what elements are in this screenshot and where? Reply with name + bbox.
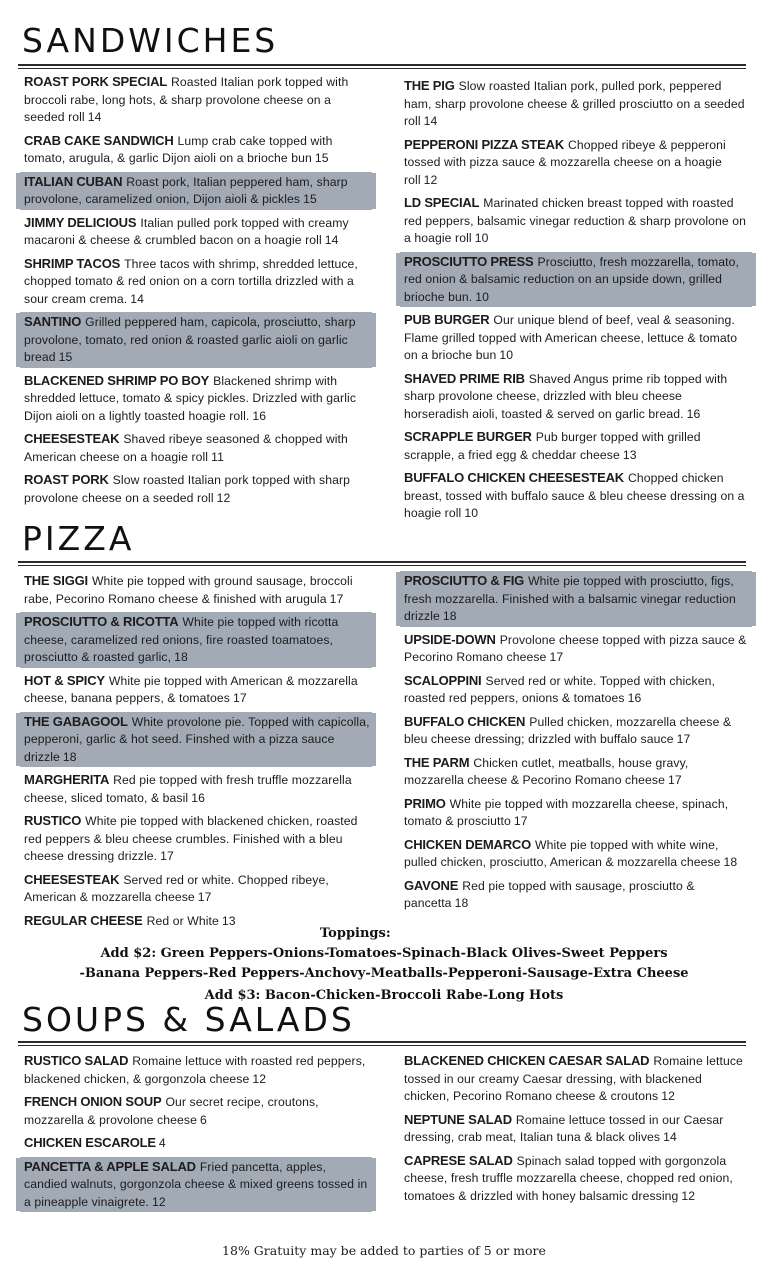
menu-item-description: Italian pulled pork topped with creamy macaroni & cheese & crumbled bacon on a hoagie roll <box>24 215 349 247</box>
menu-item <box>402 795 752 831</box>
menu-item-description: White pie topped with blackened chicken, roasted red peppers & bleu cheese crumbles. Finished with a bleu cheese dressing drizzle. <box>24 814 358 863</box>
toppings-line-2: -Banana Peppers-Red Peppers-Anchovy-Meatballs-Pepperoni-Sausage-Extra Cheese <box>79 966 689 981</box>
menu-item-name: ROAST PORK <box>24 472 109 487</box>
menu-item-name: SHAVED PRIME RIB <box>404 370 525 386</box>
menu-item-description: Fried pancetta, apples, candied walnuts, gorgonzola cheese & mixed greens tossed in a pineapple vinaigrete. <box>24 1159 368 1209</box>
menu-item-description: Slow roasted Italian pork topped with sharp provolone cheese on a seeded roll <box>24 473 351 505</box>
menu-item-description: Romaine lettuce tossed in our Caesar dressing, crab meat, Italian tuna & black olives <box>404 1112 724 1144</box>
menu-item <box>402 877 752 913</box>
menu-item-name: MARGHERITA <box>24 772 110 787</box>
menu-item-price: 16 <box>191 790 205 805</box>
menu-item-description: Chopped chicken breast, tossed with buffalo sauce & bleu cheese dressing on a hoagie roll <box>404 471 745 520</box>
menu-item-name: JIMMY DELICIOUS <box>24 214 137 230</box>
menu-item-description: Roast pork, Italian peppered ham, sharp provolone, caramelized onion, Dijon aioli & pickles <box>24 174 348 206</box>
menu-item-description: Lump crab cake topped with tomato, arugula, & garlic Dijon aioli on a brioche bun <box>24 133 333 165</box>
menu-item-price: 15 <box>58 350 73 364</box>
menu-item <box>402 713 752 749</box>
menu-item <box>22 73 372 127</box>
menu-item-name: SANTINO <box>24 314 82 329</box>
menu-item <box>22 572 372 608</box>
menu-item-name: RUSTICO <box>24 813 82 828</box>
menu-item <box>20 313 372 367</box>
menu-item-name: CHICKEN DEMARCO <box>404 836 532 852</box>
menu-item-name: PANCETTA & APPLE SALAD <box>24 1158 196 1174</box>
menu-item-description: Shaved ribeye seasoned & chopped with American cheese on a hoagie roll <box>24 432 348 464</box>
menu-item-description: Roasted Italian pork topped with broccoli rabe, long hots, & sharp provolone cheese on a seeded roll <box>24 75 349 124</box>
menu-item <box>22 871 372 907</box>
menu-item-price: 12 <box>661 1089 675 1103</box>
section-divider <box>18 64 746 66</box>
menu-item-name: UPSIDE-DOWN <box>404 631 496 647</box>
menu-item-description: Our secret recipe, croutons, mozzarella & provolone cheese <box>24 1095 319 1127</box>
menu-item <box>20 173 372 209</box>
menu-item-description: Prosciutto, fresh mozzarella, tomato, red onion & balsamic reduction on an upside down, grilled brioche bun. <box>404 254 739 304</box>
menu-item-name: REGULAR CHEESE <box>24 912 143 928</box>
menu-item-name: CHEESESTEAK <box>24 871 120 887</box>
menu-item-price: 12 <box>151 1194 166 1209</box>
menu-item <box>402 136 752 190</box>
menu-item-name: THE GABAGOOL <box>24 713 128 729</box>
menu-item <box>402 672 752 708</box>
menu-item-price: 16 <box>686 406 701 421</box>
menu-item-name: ROAST PORK SPECIAL <box>24 74 168 89</box>
soups-salads-right-column <box>402 1052 752 1210</box>
menu-item-description: Blackened shrimp with shredded lettuce, tomato & spicy pickles. Drizzled with garlic Dijon aioli on a lightly toasted hoagie roll. <box>24 373 357 423</box>
gratuity-note: 18% Gratuity may be added to parties of 5 or more <box>222 1243 546 1258</box>
sandwiches-left-column <box>22 73 372 512</box>
menu-item-price: 18 <box>454 896 469 910</box>
menu-item <box>22 1093 372 1129</box>
menu-item-price: 16 <box>252 408 267 423</box>
menu-item-name: PUB BURGER <box>404 312 490 327</box>
menu-item-description: Red or White <box>146 913 219 928</box>
menu-item-description: Served red or white. Chopped ribeye, American & mozzarella cheese <box>24 872 329 904</box>
menu-item-price: 17 <box>160 849 174 863</box>
menu-item <box>402 311 752 365</box>
section-title-sandwiches: SANDWICHES <box>22 21 279 60</box>
menu-item <box>22 214 372 250</box>
menu-item-name: PROSCIUTTO & RICOTTA <box>24 614 179 629</box>
menu-item-name: CAPRESE SALAD <box>404 1152 513 1168</box>
menu-item-description: Grilled peppered ham, capicola, prosciutto, sharp provolone, tomato, red onion & roasted garlic aioli on garlic bread <box>24 315 356 364</box>
menu-item-description: Pulled chicken, mozzarella cheese & bleu cheese dressing; drizzled with buffalo sauce <box>404 714 732 746</box>
menu-item-description: Shaved Angus prime rib topped with sharp provolone cheese, drizzled with bleu cheese horseradish aioli, toasted & served on garlic bread. <box>404 371 728 421</box>
menu-item-price: 11 <box>211 449 224 464</box>
menu-item <box>22 372 372 426</box>
menu-item <box>402 1111 752 1147</box>
menu-item-name: THE SIGGI <box>24 573 88 588</box>
menu-item-description: White pie topped with ricotta cheese, caramelized red onions, fire roasted toamatoes, prosciutto & roasted garlic, <box>24 615 339 664</box>
menu-item-description: White pie topped with American & mozzarella cheese, banana peppers, & tomatoes <box>24 673 358 705</box>
menu-item-name: BLACKENED CHICKEN CAESAR SALAD <box>404 1053 650 1068</box>
menu-item <box>402 836 752 872</box>
menu-item-name: ITALIAN CUBAN <box>24 173 123 189</box>
menu-item <box>20 1158 372 1212</box>
menu-item-price: 10 <box>499 348 514 362</box>
menu-item <box>400 253 752 307</box>
menu-item-description: White pie topped with prosciutto, figs, fresh mozzarella. Finished with a balsamic vinegar reduction drizzle <box>404 574 736 623</box>
menu-item-price: 12 <box>216 490 231 505</box>
menu-item <box>402 77 752 131</box>
menu-item-price: 16 <box>627 691 642 705</box>
menu-item-description: Served red or white. Topped with chicken, roasted red peppers, onions & tomatoes <box>404 673 715 705</box>
menu-item-description: Our unique blend of beef, veal & seasoning. Flame grilled topped with American cheese, lettuce & tomato on a brioche bun <box>404 313 738 362</box>
menu-item-price: 4 <box>158 1136 166 1150</box>
menu-item-description: Slow roasted Italian pork, pulled pork, peppered ham, sharp provolone cheese & grilled prosciutto on a seeded roll <box>404 79 745 128</box>
menu-item <box>400 572 752 626</box>
menu-item-description: Three tacos with shrimp, shredded lettuce, chopped tomato & red onion on a corn tortilla drizzled with a sour cream crema. <box>24 256 358 306</box>
menu-item-name: NEPTUNE SALAD <box>404 1111 512 1127</box>
menu-item-price: 12 <box>252 1071 267 1086</box>
menu-item-price: 18 <box>174 650 188 664</box>
menu-item-name: THE PARM <box>404 754 470 770</box>
menu-item-price: 10 <box>474 231 489 245</box>
menu-item-name: PEPPERONI PIZZA STEAK <box>404 136 565 152</box>
menu-item <box>402 754 752 790</box>
menu-item-name: HOT & SPICY <box>24 672 105 688</box>
menu-item-name: BUFFALO CHICKEN CHEESESTEAK <box>404 470 624 485</box>
menu-item-description: White provolone pie. Topped with capicolla, pepperoni, garlic & hot seed. Finshed with a pizza sauce drizzle <box>24 714 370 764</box>
menu-item <box>402 370 752 424</box>
menu-item <box>22 771 372 807</box>
menu-item-price: 12 <box>681 1188 696 1203</box>
menu-item-description: White pie topped with white wine, pulled chicken, prosciutto, American & mozzarella cheese <box>404 837 721 869</box>
menu-item-description: Chicken cutlet, meatballs, house gravy, mozzarella cheese & Pecorino Romano cheese <box>404 755 689 787</box>
menu-item-price: 17 <box>667 773 682 787</box>
menu-item <box>22 132 372 168</box>
menu-item-price: 17 <box>329 591 344 606</box>
toppings-line-3: Add $3: Bacon-Chicken-Broccoli Rabe-Long Hots <box>204 988 564 1003</box>
menu-item-price: 12 <box>423 172 438 187</box>
section-divider <box>18 1041 746 1043</box>
menu-item-description: Provolone cheese topped with pizza sauce & Pecorino Romano cheese <box>404 632 747 664</box>
menu-item-name: BLACKENED SHRIMP PO BOY <box>24 372 210 388</box>
toppings-heading: Toppings: <box>320 926 391 941</box>
section-divider <box>18 561 746 563</box>
menu-item-price: 14 <box>87 110 102 124</box>
section-title-pizza: PIZZA <box>22 519 135 558</box>
menu-item-name: PROSCIUTTO & FIG <box>404 573 525 588</box>
menu-item-name: BUFFALO CHICKEN <box>404 713 526 729</box>
menu-item-name: SHRIMP TACOS <box>24 255 121 271</box>
menu-item-price: 13 <box>221 913 236 928</box>
menu-item <box>22 1052 372 1088</box>
menu-item <box>402 1052 752 1106</box>
menu-item-description: Chopped ribeye & pepperoni tossed with pizza sauce & mozzarella cheese on a hoagie roll <box>404 137 726 187</box>
menu-item-description: Romaine lettuce tossed in our creamy Caesar dressing, with blackened chicken, Pecorino Romano cheese & croutons <box>404 1054 743 1103</box>
menu-item-price: 15 <box>314 151 329 165</box>
menu-item-price: 17 <box>513 814 528 828</box>
menu-item-price: 14 <box>130 291 145 306</box>
menu-item <box>22 672 372 708</box>
menu-item-description: Spinach salad topped with gorgonzola cheese, fresh truffle mozzarella cheese, chopped red onion, tomatoes & drizzled with honey balsamic dressing <box>404 1153 733 1203</box>
menu-item-price: 10 <box>475 289 490 304</box>
menu-item-name: THE PIG <box>404 78 455 93</box>
menu-item-name: LD SPECIAL <box>404 195 480 210</box>
menu-item-price: 10 <box>464 506 479 520</box>
menu-item-name: CHEESESTEAK <box>24 431 120 446</box>
menu-item-name: CHICKEN ESCAROLE <box>24 1135 156 1150</box>
menu-item-description: Marinated chicken breast topped with roasted red peppers, balsamic vinegar reduction & sharp provolone on a hoagie roll <box>404 196 747 245</box>
section-title-soups-salads: SOUPS & SALADS <box>22 1000 355 1039</box>
menu-item <box>402 1152 752 1206</box>
menu-item <box>402 428 752 464</box>
menu-item-description: Red pie topped with sausage, prosciutto & pancetta <box>404 878 695 910</box>
toppings-line-1: Add $2: Green Peppers-Onions-Tomatoes-Spinach-Black Olives-Sweet Peppers <box>100 946 668 961</box>
menu-item-name: CRAB CAKE SANDWICH <box>24 132 174 148</box>
menu-item-description: White pie topped with ground sausage, broccoli rabe, Pecorino Romano cheese & finished with arugula <box>24 574 353 606</box>
pizza-left-column <box>22 572 372 935</box>
menu-item-price: 17 <box>549 650 564 664</box>
menu-item <box>20 613 372 667</box>
menu-item-price: 17 <box>676 732 691 746</box>
menu-item-description: Red pie topped with fresh truffle mozzarella cheese, sliced tomato, & basil <box>24 773 352 805</box>
menu-item-description: White pie topped with mozzarella cheese, spinach, tomato & prosciutto <box>404 796 729 828</box>
menu-item <box>22 812 372 866</box>
menu-item-price: 18 <box>62 749 77 764</box>
menu-item-price: 13 <box>622 447 637 462</box>
menu-item-price: 6 <box>199 1112 207 1127</box>
menu-item-description: Pub burger topped with grilled scrapple, a fried egg & cheddar cheese <box>404 430 701 462</box>
menu-item-price: 15 <box>303 192 317 206</box>
menu-item <box>22 255 372 309</box>
menu-item-name: RUSTICO SALAD <box>24 1053 129 1068</box>
sandwiches-right-column <box>402 77 752 528</box>
menu-item-price: 14 <box>663 1130 677 1144</box>
menu-item-name: SCRAPPLE BURGER <box>404 429 532 444</box>
menu-item-price: 17 <box>197 890 212 904</box>
soups-salads-left-column <box>22 1052 372 1216</box>
pizza-right-column <box>402 572 752 918</box>
menu-item <box>402 631 752 667</box>
menu-item-price: 17 <box>233 691 247 705</box>
menu-item <box>22 1134 372 1153</box>
menu-item-price: 14 <box>423 114 438 128</box>
menu-item <box>22 430 372 466</box>
menu-item-name: GAVONE <box>404 877 459 893</box>
menu-item-name: FRENCH ONION SOUP <box>24 1094 162 1109</box>
menu-item-name: SCALOPPINI <box>404 672 482 688</box>
menu-item-description: Romaine lettuce with roasted red peppers, blackened chicken, & gorgonzola cheese <box>24 1054 366 1086</box>
menu-item-price: 18 <box>442 609 457 623</box>
menu-item-price: 14 <box>324 233 339 247</box>
menu-item <box>22 471 372 507</box>
menu-item-price: 18 <box>723 855 738 869</box>
menu-item-name: PRIMO <box>404 795 446 811</box>
menu-item <box>402 469 752 523</box>
menu-item-name: PROSCIUTTO PRESS <box>404 253 534 269</box>
menu-item <box>20 713 372 767</box>
menu-item <box>402 194 752 248</box>
